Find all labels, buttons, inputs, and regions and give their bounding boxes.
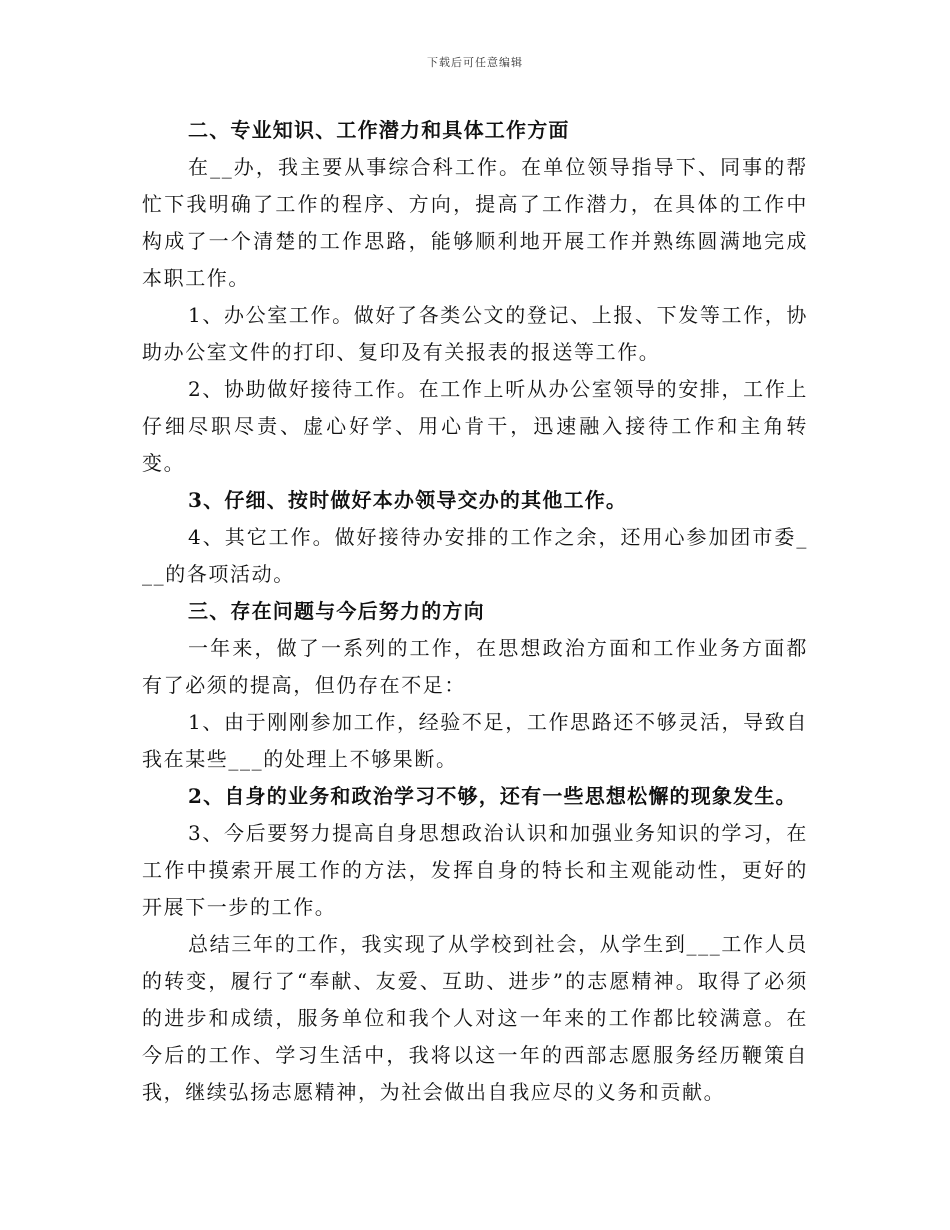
list-item: 1、由于刚刚参加工作，经验不足，工作思路还不够灵活，导致自我在某些___的处理上不够果断。 <box>142 710 808 771</box>
section-heading: 三、存在问题与今后努力的方向 <box>188 599 485 623</box>
list-item: 2、协助做好接待工作。在工作上听从办公室领导的安排，工作上仔细尽职尽责、虚心好学、用心肯干，迅速融入接待工作和主角转变。 <box>142 377 808 475</box>
list-item: 3、今后要努力提高自身思想政治认识和加强业务知识的学习，在工作中摸索开展工作的方法，发挥自身的特长和主观能动性，更好的开展下一步的工作。 <box>142 821 808 919</box>
header-note: 下载后可任意编辑 <box>427 56 523 69</box>
section-heading: 二、专业知识、工作潜力和具体工作方面 <box>188 118 570 142</box>
list-item: 1、办公室工作。做好了各类公文的登记、上报、下发等工作，协助办公室文件的打印、复印及有关报表的报送等工作。 <box>142 303 808 364</box>
list-item-bold: 2、自身的业务和政治学习不够，还有一些思想松懈的现象发生。 <box>188 784 797 808</box>
paragraph: 总结三年的工作，我实现了从学校到社会，从学生到___工作人员的转变，履行了“奉献、友爱、互助、进步”的志愿精神。取得了必须的进步和成绩，服务单位和我个人对这一年来的工作都比较满意。在今后的工作、学习生活中，我将以这一年的西部志愿服务经历鞭策自我，继续弘扬志愿精神，为社会做出自我应尽的义务和贡献。 <box>142 932 808 1104</box>
paragraph: 在__办，我主要从事综合科工作。在单位领导指导下、同事的帮忙下我明确了工作的程序、方向，提高了工作潜力，在具体的工作中构成了一个清楚的工作思路，能够顺利地开展工作并熟练圆满地完成本职工作。 <box>142 155 808 290</box>
document-body <box>142 112 808 1111</box>
paragraph: 一年来，做了一系列的工作，在思想政治方面和工作业务方面都有了必须的提高，但仍存在不足： <box>142 636 808 697</box>
list-item: 4、其它工作。做好接待办安排的工作之余，还用心参加团市委___的各项活动。 <box>142 525 808 586</box>
list-item-bold: 3、仔细、按时做好本办领导交办的其他工作。 <box>188 488 628 512</box>
